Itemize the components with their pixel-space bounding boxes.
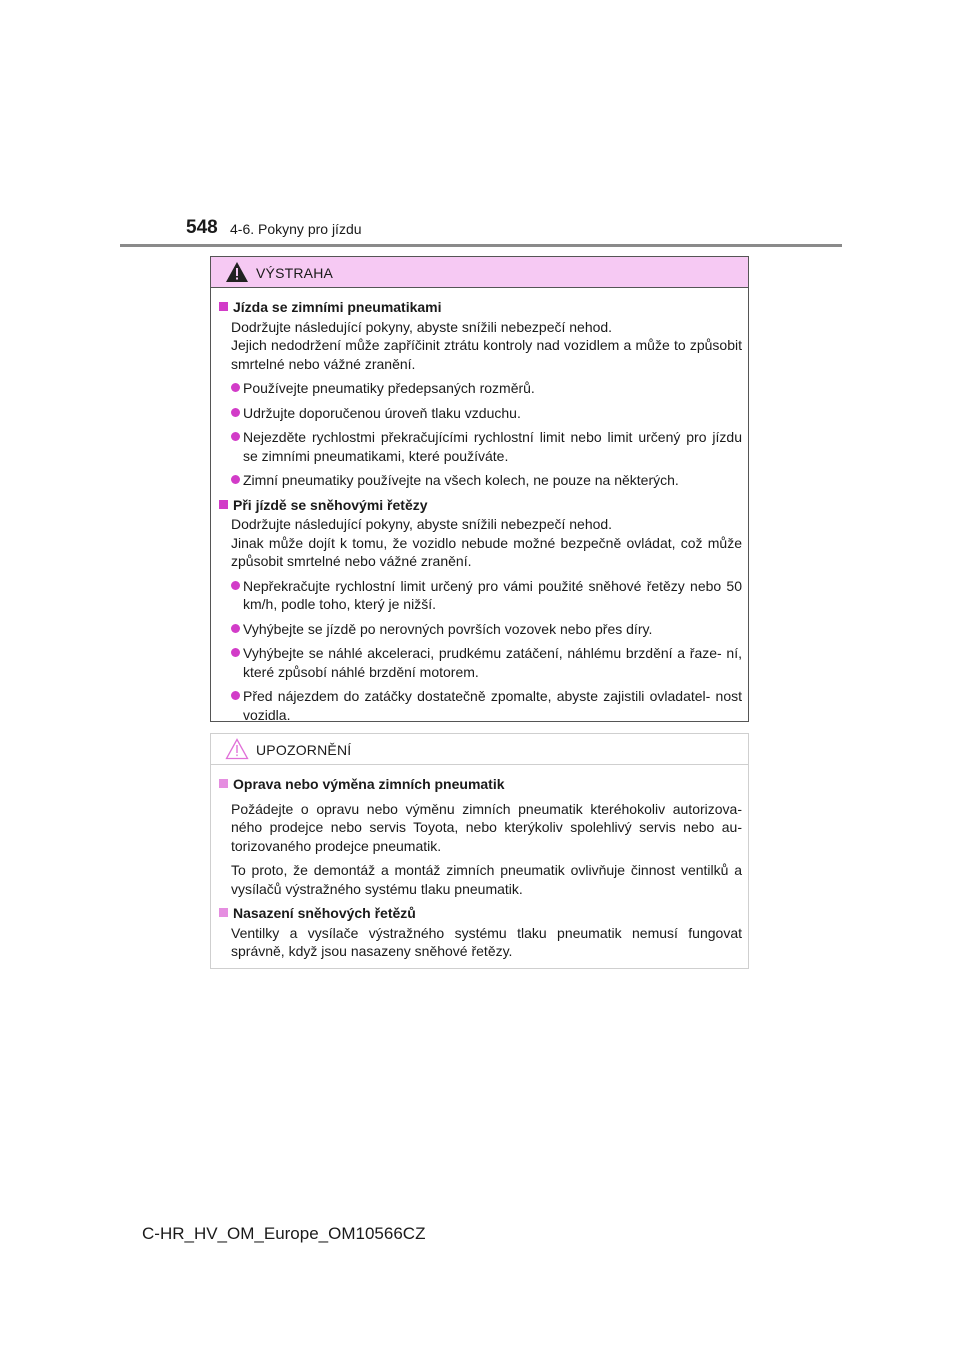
caution-header (211, 734, 748, 765)
list-item-text: Vyhýbejte se jízdě po nerovných površích vozovek nebo přes díry. (243, 620, 653, 637)
round-bullet-icon (231, 408, 240, 417)
list-item-text: Zimní pneumatiky používejte na všech kolech, ne pouze na některých. (243, 472, 679, 488)
page-number: 548 (186, 217, 218, 238)
warning-triangle-icon (225, 261, 249, 283)
section-heading (219, 496, 742, 515)
paragraph: To proto, že demontáž a montáž zimních pneumatik ovlivňuje činnost ventilků a vysílačů výstražného systému tlaku pneumatik. (231, 862, 742, 897)
list-item-text: Používejte pneumatiky předepsaných rozměrů. (243, 380, 535, 396)
list-item (231, 687, 742, 724)
round-bullet-icon (231, 691, 240, 700)
list-item-text: Udržujte doporučenou úroveň tlaku vzduchu. (243, 404, 521, 421)
round-bullet-icon (231, 475, 240, 484)
square-bullet-icon (219, 779, 228, 788)
paragraph: Ventilky a vysílače výstražného systému tlaku pneumatik nemusí fungovat správně, když jsou nasazeny sněhové řetězy. (231, 924, 742, 959)
paragraph: Požádejte o opravu nebo výměnu zimních pneumatik kteréhokoliv autorizova- ného prodejce nebo servis Toyota, nebo kterýkoliv spolehlivý servis nebo au- torizovaného prodejce pneumatik. (231, 800, 742, 854)
warning-box (210, 256, 749, 722)
section-title: 4-6. Pokyny pro jízdu (230, 221, 362, 237)
paragraph: Jejich nedodržení může zapříčinit ztrátu kontroly nad vozidlem a může to způsobit smrtelné nebo vážné zranění. (231, 337, 742, 372)
warning-title: VÝSTRAHA (256, 265, 334, 281)
list-item (231, 577, 742, 614)
section-heading-text: Při jízdě se sněhovými řetězy (233, 496, 428, 513)
section-heading-text: Oprava nebo výměna zimních pneumatik (233, 776, 505, 792)
list-item-text: Vyhýbejte se náhlé akceleraci, prudkému zatáčení, náhlému brzdění a řaze- ní, které způsobí náhlé brzdění motorem. (243, 645, 742, 680)
square-bullet-icon (219, 500, 228, 509)
list-item (231, 404, 742, 423)
caution-title: UPOZORNĚNÍ (256, 742, 352, 758)
square-bullet-icon (219, 908, 228, 917)
warning-header (211, 257, 748, 288)
list-item-text: Nepřekračujte rychlostní limit určený pro vámi použité sněhové řetězy nebo 50 km/h, podle toho, který je nižší. (243, 577, 742, 612)
document-code: C-HR_HV_OM_Europe_OM10566CZ (142, 1224, 426, 1243)
square-bullet-icon (219, 302, 228, 311)
list-item (231, 620, 742, 639)
caution-body (211, 765, 748, 961)
section-heading (219, 904, 742, 923)
round-bullet-icon (231, 648, 240, 657)
paragraph: Jinak může dojít k tomu, že vozidlo nebude možné bezpečně ovládat, což může způsobit smrtelné nebo vážné zranění. (231, 534, 742, 569)
warning-body (211, 288, 748, 724)
section-heading (219, 298, 742, 317)
list-item (231, 471, 742, 490)
header-rule (120, 244, 842, 247)
paragraph: Dodržujte následující pokyny, abyste snížili nebezpečí nehod. (231, 516, 613, 532)
section-heading (219, 775, 742, 794)
section-heading-text: Nasazení sněhových řetězů (233, 905, 416, 921)
caution-triangle-icon (225, 738, 249, 760)
list-item-text: Před nájezdem do zatáčky dostatečně zpomalte, abyste zajistili ovladatel- nost vozidla. (243, 688, 742, 723)
round-bullet-icon (231, 581, 240, 590)
caution-box (210, 733, 749, 969)
section-heading-text: Jízda se zimními pneumatikami (233, 299, 442, 315)
list-item-text: Nejezděte rychlostmi překračujícími rychlostní limit nebo limit určený pro jízdu se zimními pneumatikami, které používáte. (243, 429, 742, 464)
list-item (231, 379, 742, 398)
round-bullet-icon (231, 624, 240, 633)
paragraph: Dodržujte následující pokyny, abyste snížili nebezpečí nehod. (231, 318, 613, 335)
round-bullet-icon (231, 432, 240, 441)
list-item (231, 644, 742, 681)
round-bullet-icon (231, 383, 240, 392)
page-header (186, 216, 846, 240)
list-item (231, 428, 742, 465)
